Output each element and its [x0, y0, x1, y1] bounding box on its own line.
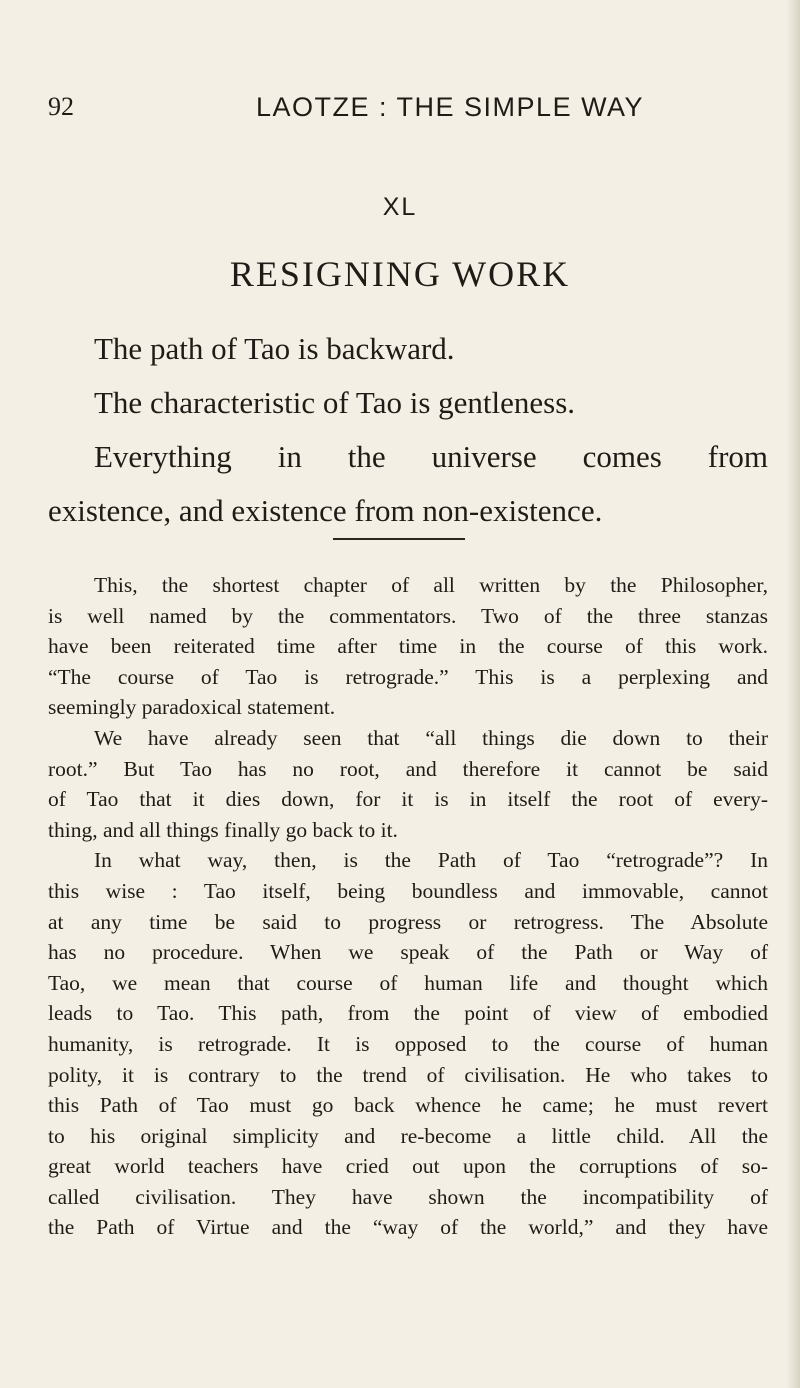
commentary [48, 570, 768, 1243]
verse-line: existence, and existence from non-existence. [48, 493, 603, 528]
commentary-line: is well named by the commentators. Two of the three stanzas [48, 603, 768, 628]
commentary-line: this wise : Tao itself, being boundless and immovable, cannot [48, 878, 768, 903]
commentary-line: Tao, we mean that course of human life and thought which [48, 970, 768, 995]
commentary-line: has no procedure. When we speak of the Path or Way of [48, 940, 768, 965]
verse [48, 322, 768, 538]
commentary-line: root.” But Tao has no root, and therefore it cannot be said [48, 756, 768, 781]
section-divider [333, 538, 465, 540]
verse-line: The characteristic of Tao is gentleness. [94, 385, 576, 420]
commentary-line: In what way, then, is the Path of Tao “retrograde”? In [94, 848, 768, 873]
page-number: 92 [48, 92, 74, 121]
commentary-line: this Path of Tao must go back whence he came; he must revert [48, 1093, 768, 1118]
commentary-line: polity, it is contrary to the trend of civilisation. He who takes to [48, 1062, 768, 1087]
verse-line: The path of Tao is backward. [94, 331, 455, 366]
commentary-line: We have already seen that “all things die down to their [94, 725, 768, 750]
commentary-line: have been reiterated time after time in the course of this work. [48, 634, 768, 659]
commentary-line: to his original simplicity and re-become a little child. All the [48, 1123, 768, 1148]
commentary-line: leads to Tao. This path, from the point of view of embodied [48, 1001, 768, 1026]
commentary-line: of Tao that it dies down, for it is in itself the root of every- [48, 787, 768, 812]
chapter-title: RESIGNING WORK [229, 254, 571, 294]
commentary-line: humanity, is retrograde. It is opposed to the course of human [48, 1031, 768, 1056]
commentary-line: seemingly paradoxical statement. [48, 695, 336, 720]
commentary-line: great world teachers have cried out upon the corruptions of so- [48, 1154, 768, 1179]
commentary-line: This, the shortest chapter of all written by the Philosopher, [94, 573, 768, 597]
running-head: LAOTZE : THE SIMPLE WAY [256, 92, 645, 122]
page-header [0, 92, 800, 132]
commentary-line: at any time be said to progress or retrogress. The Absolute [48, 909, 768, 934]
commentary-line: thing, and all things finally go back to it. [48, 817, 398, 842]
commentary-line: “The course of Tao is retrograde.” This is a perplexing and [48, 664, 768, 689]
chapter-number: XL [382, 193, 418, 221]
verse-line: Everything in the universe comes from [94, 439, 768, 474]
commentary-line: called civilisation. They have shown the incompatibility of [48, 1184, 768, 1209]
commentary-line: the Path of Virtue and the “way of the world,” and they have [48, 1215, 768, 1240]
